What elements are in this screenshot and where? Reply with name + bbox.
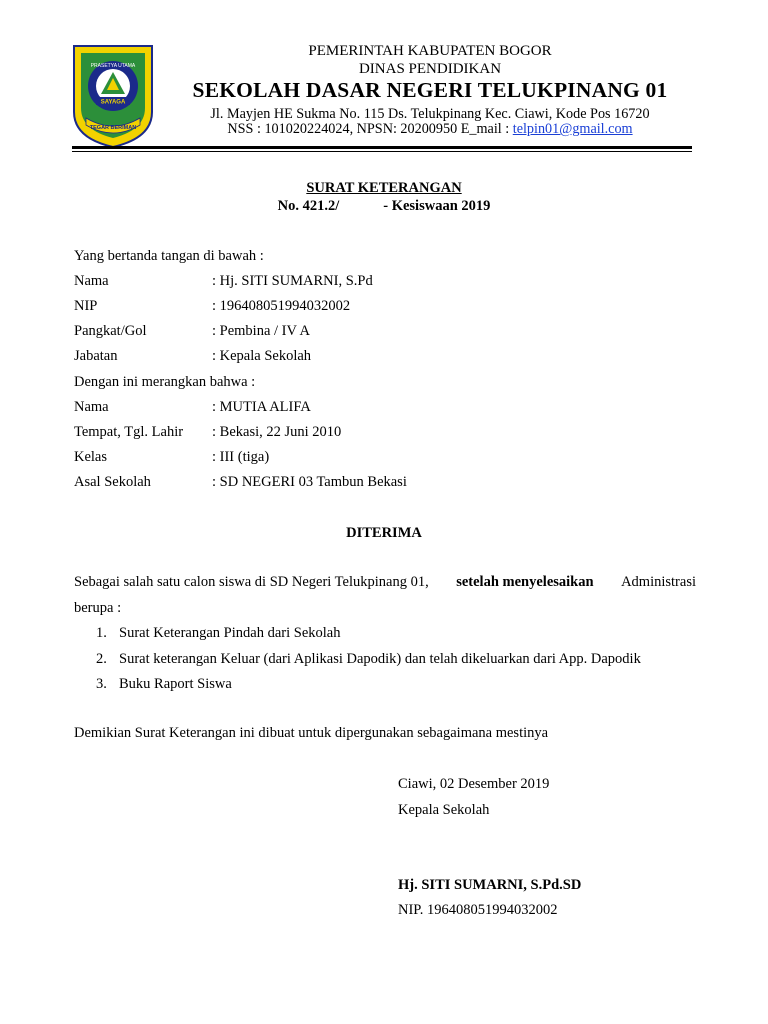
list-item [96,676,232,693]
school-ids-text: NSS : 101020224024, NPSN: 20200950 E_mail : [227,121,513,137]
school-ids [170,121,690,138]
body-text-end: Administrasi [621,574,696,590]
body-paragraph-line2: berupa : [74,600,122,616]
letter-number-prefix: No. 421.2/ [277,198,340,214]
signer-name-label: Nama [74,273,109,289]
header-rule-thick [72,146,692,149]
email-link[interactable]: telpin01@gmail.com [512,121,633,137]
signature-place-date: Ciawi, 02 Desember 2019 [398,776,550,792]
signer-intro: Yang bertanda tangan di bawah : [74,248,264,264]
list-number: 1. [96,625,107,641]
kabupaten-bogor-logo [70,42,156,150]
school-name: SEKOLAH DASAR NEGERI TELUKPINANG 01 [192,78,668,102]
student-intro: Dengan ini merangkan bahwa : [74,374,256,390]
student-birth-value: : Bekasi, 22 Juni 2010 [212,424,342,440]
logo-banner-text: SAYAGA [100,99,126,106]
student-school-label: Asal Sekolah [74,474,151,490]
signer-rank-value: : Pembina / IV A [212,323,311,339]
closing-statement: Demikian Surat Keterangan ini dibuat untuk dipergunakan sebagaimana mestinya [74,725,549,741]
letter-title-text: SURAT KETERANGAN [306,180,462,196]
signer-position-label: Jabatan [74,348,118,364]
letter-title [0,180,768,197]
signature-name: Hj. SITI SUMARNI, S.Pd.SD [398,877,582,893]
letter-number-suffix: - Kesiswaan 2019 [383,198,491,214]
list-number: 3. [96,676,107,692]
body-paragraph [74,574,696,591]
signer-nip-value: : 196408051994032002 [212,298,351,314]
status-accepted: DITERIMA [346,525,422,541]
logo-motto-text: TEGAR BERIMAN [89,125,137,131]
list-item [96,625,340,642]
logo-top-text: PRASETYA UTAMA [90,63,136,69]
list-item [96,651,641,668]
dept-line: DINAS PENDIDIKAN [358,61,502,77]
student-school-value: : SD NEGERI 03 Tambun Bekasi [212,474,407,490]
signer-rank-label: Pangkat/Gol [74,323,147,339]
school-address: Jl. Mayjen HE Sukma No. 115 Ds. Telukpinang Kec. Ciawi, Kode Pos 16720 [210,106,650,122]
signature-nip: NIP. 196408051994032002 [398,902,558,918]
student-class-value: : III (tiga) [212,449,270,465]
body-text-bold: setelah menyelesaikan [456,574,594,590]
student-class-label: Kelas [74,449,108,465]
letter-number [0,198,768,215]
student-name-value: : MUTIA ALIFA [212,399,311,415]
signer-nip-label: NIP [74,298,98,314]
list-text: Surat Keterangan Pindah dari Sekolah [119,625,341,641]
header-rule-thin [72,151,692,152]
list-text: Surat keterangan Keluar (dari Aplikasi Dapodik) dan telah dikeluarkan dari App. Dapodik [119,651,641,667]
list-text: Buku Raport Siswa [119,676,232,692]
list-number: 2. [96,651,107,667]
gov-line: PEMERINTAH KABUPATEN BOGOR [308,43,552,59]
signer-name-value: : Hj. SITI SUMARNI, S.Pd [212,273,373,289]
signer-position-value: : Kepala Sekolah [212,348,312,364]
student-name-label: Nama [74,399,109,415]
body-text-start: Sebagai salah satu calon siswa di SD Negeri Telukpinang 01, [74,574,429,590]
signature-role: Kepala Sekolah [398,802,490,818]
student-birth-label: Tempat, Tgl. Lahir [74,424,184,440]
